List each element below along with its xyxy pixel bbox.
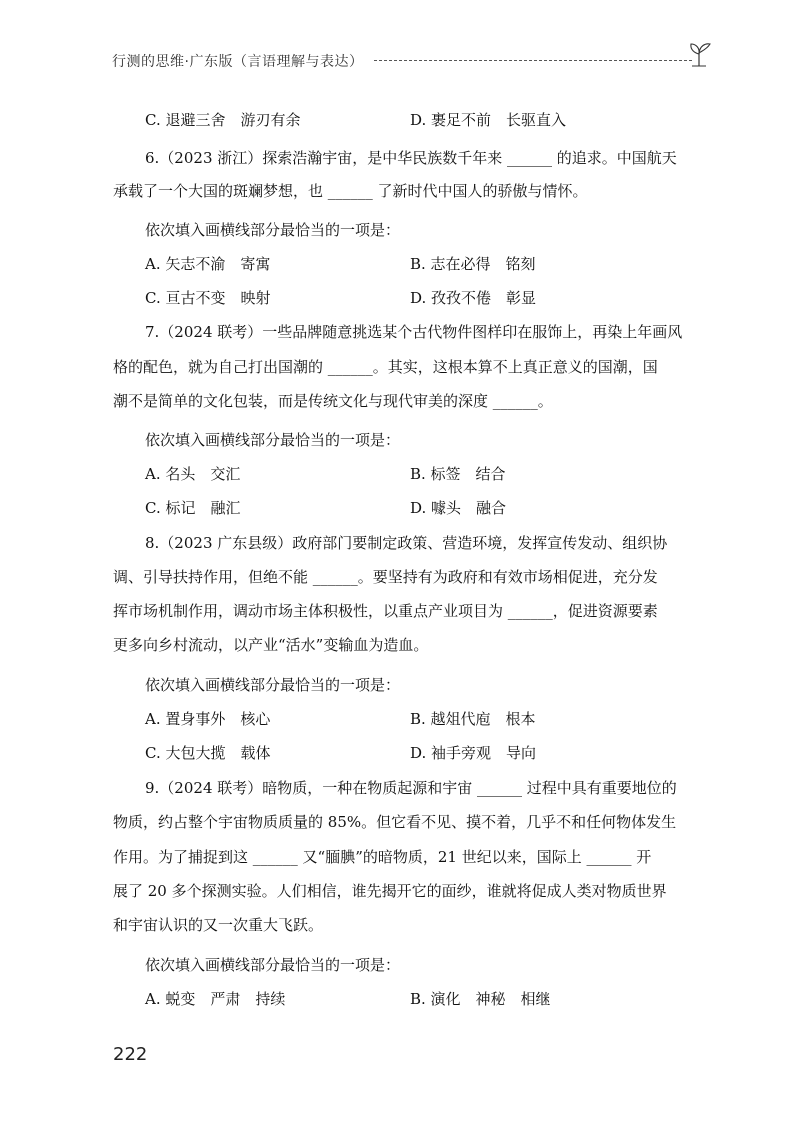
option-c: C. 亘古不变 映射 [145, 289, 271, 307]
question-9-line-3: 作用。为了捕捉到这 ______ 又“腼腆”的暗物质，21 世纪以来，国际上 ______ 开 [113, 848, 652, 866]
option-a: A. 蜕变 严肃 持续 [145, 990, 286, 1008]
question-6-line-1: 6.（2023 浙江）探索浩瀚宇宙，是中华民族数千年来 ______ 的追求。中国航天 [145, 149, 677, 167]
question-7-instruction: 依次填入画横线部分最恰当的一项是： [145, 431, 401, 449]
options-row [145, 989, 551, 1009]
sprout-icon [684, 40, 714, 68]
option-d: D. 孜孜不倦 彰显 [410, 289, 537, 307]
question-9-line-5: 和宇宙认识的又一次重大飞跃。 [113, 916, 324, 934]
header-title: 行测的思维·广东版（言语理解与表达） [112, 54, 364, 70]
option-c: C. 大包大揽 载体 [145, 744, 271, 762]
header-dashed-rule [374, 60, 692, 61]
question-7-line-1: 7.（2024 联考）一些品牌随意挑选某个古代物件图样印在服饰上，再染上年画风 [145, 323, 683, 341]
question-8-instruction: 依次填入画横线部分最恰当的一项是： [145, 676, 401, 694]
question-9-instruction: 依次填入画横线部分最恰当的一项是： [145, 956, 401, 974]
question-8-line-2: 调、引导扶持作用，但绝不能 ______。要坚持有为政府和有效市场相促进，充分发 [113, 568, 658, 586]
question-8-line-4: 更多向乡村流动，以产业“活水”变输血为造血。 [113, 636, 429, 654]
options-row [145, 498, 507, 518]
option-b: B. 标签 结合 [410, 465, 506, 483]
question-8-line-3: 挥市场机制作用，调动市场主体积极性，以重点产业项目为 ______，促进资源要素 [113, 602, 658, 620]
option-a: A. 矢志不渝 寄寓 [145, 255, 271, 273]
question-7-line-2: 格的配色，就为自己打出国潮的 ______。其实，这根本算不上真正意义的国潮，国 [113, 358, 658, 376]
option-d: D. 袖手旁观 导向 [410, 744, 537, 762]
question-9-line-4: 展了 20 多个探测实验。人们相信，谁先揭开它的面纱，谁就将促成人类对物质世界 [113, 882, 667, 900]
options-row [145, 110, 567, 130]
question-6-line-2: 承载了一个大国的斑斓梦想，也 ______ 了新时代中国人的骄傲与情怀。 [113, 182, 588, 200]
options-row [145, 464, 506, 484]
options-row [145, 743, 537, 763]
option-a: A. 置身事外 核心 [145, 710, 271, 728]
options-row [145, 709, 536, 729]
options-row [145, 288, 537, 308]
option-c: C. 退避三舍 游刃有余 [145, 111, 301, 129]
page-number: 222 [113, 1044, 148, 1065]
option-b: B. 志在必得 铭刻 [410, 255, 536, 273]
option-b: B. 演化 神秘 相继 [410, 990, 551, 1008]
question-6-instruction: 依次填入画横线部分最恰当的一项是： [145, 221, 401, 239]
option-a: A. 名头 交汇 [145, 465, 241, 483]
option-b: B. 越俎代庖 根本 [410, 710, 536, 728]
question-7-line-3: 潮不是简单的文化包装，而是传统文化与现代审美的深度 ______。 [113, 392, 553, 410]
option-c: C. 标记 融汇 [145, 499, 241, 517]
option-d: D. 噱头 融合 [410, 499, 507, 517]
options-row [145, 254, 536, 274]
question-9-line-2: 物质，约占整个宇宙物质质量的 85%。但它看不见、摸不着，几乎不和任何物体发生 [113, 813, 677, 831]
question-9-line-1: 9.（2024 联考）暗物质，一种在物质起源和宇宙 ______ 过程中具有重要地位的 [145, 779, 677, 797]
question-8-line-1: 8.（2023 广东县级）政府部门要制定政策、营造环境，发挥宣传发动、组织协 [145, 534, 668, 552]
option-d: D. 裹足不前 长驱直入 [410, 111, 567, 129]
running-header [112, 40, 712, 76]
